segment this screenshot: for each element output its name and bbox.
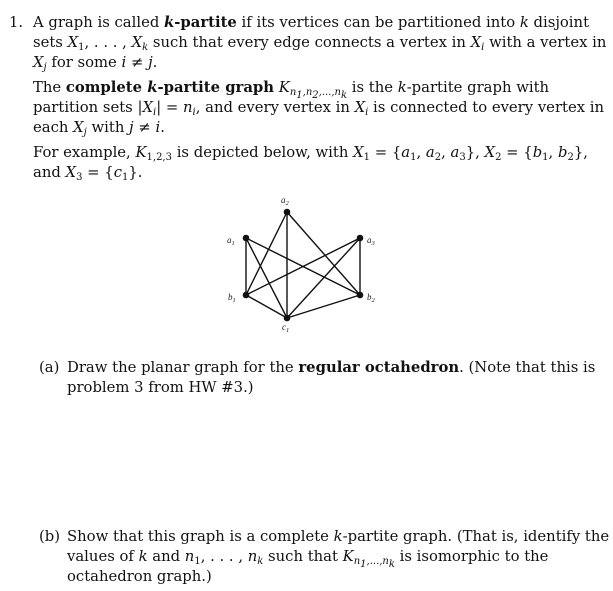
vertex-b1 [243,292,250,299]
graph-vertices [243,209,364,322]
edge-a3-b1 [246,238,360,295]
part-a-line-2: problem 3 from HW #3.) [67,379,254,396]
problem-line-7: For example, $K_{1,2,3}$ is depicted below, with $X_1 = \{a_1$, $a_2$, $a_3$}, $X_2 = \{b_1$, $b_2$}, [33,144,588,163]
graph-labels [227,195,376,334]
part-a-label: (a) [39,359,60,376]
problem-line-8: and $X_3 = \{c_1\}$. [33,164,143,183]
edge-a3-c1 [287,238,360,318]
edge-a1-c1 [246,238,287,318]
vertex-a1 [243,235,250,242]
label-b2: $b_2$ [367,292,375,304]
problem-line-4: The complete k-partite graph $K_{n_1,n_2,...,n_k}$ is the k-partite graph with [33,79,550,101]
part-a-line-1: Draw the planar graph for the regular octahedron. (Note that this is [67,359,596,376]
label-a3: $a_3$ [367,235,375,247]
vertex-c1 [284,315,291,322]
vertex-b2 [357,292,364,299]
part-b-label: (b) [39,528,61,545]
part-b-line-3: octahedron graph.) [67,568,212,585]
edge-b2-c1 [287,295,360,318]
part-b-line-1: Show that this graph is a complete k-partite graph. (That is, identify the [67,528,610,545]
edge-a2-b2 [287,212,360,295]
problem-number: 1. [9,14,24,31]
problem-line-6: each $X_j$ with j ≠ i. [33,119,165,138]
problem-line-5: partition sets $|X_i| = n_i$, and every vertex in $X_i$ is connected to every vertex in [33,99,605,118]
label-a2: $a_2$ [281,195,289,207]
label-b1: $b_1$ [228,292,236,304]
problem-line-1: A graph is called k-partite if its vertices can be partitioned into k disjoint [33,14,590,31]
problem-line-3: $X_j$ for some i ≠ j. [33,54,158,73]
graph-edges [246,212,360,318]
label-a1: $a_1$ [227,235,235,247]
edge-a1-b2 [246,238,360,295]
label-c1: $c_1$ [282,322,290,334]
edge-b1-c1 [246,295,287,318]
vertex-a3 [357,235,364,242]
vertex-a2 [284,209,291,216]
edge-a2-b1 [246,212,287,295]
problem-line-2: sets $X_1$, . . . , $X_k$ such that every edge connects a vertex in $X_i$ with a vertex in [33,34,607,53]
part-b-line-2: values of k and $n_1$, . . . , $n_k$ such that $K_{n_1,...,n_k}$ is isomorphic to the [67,548,549,570]
